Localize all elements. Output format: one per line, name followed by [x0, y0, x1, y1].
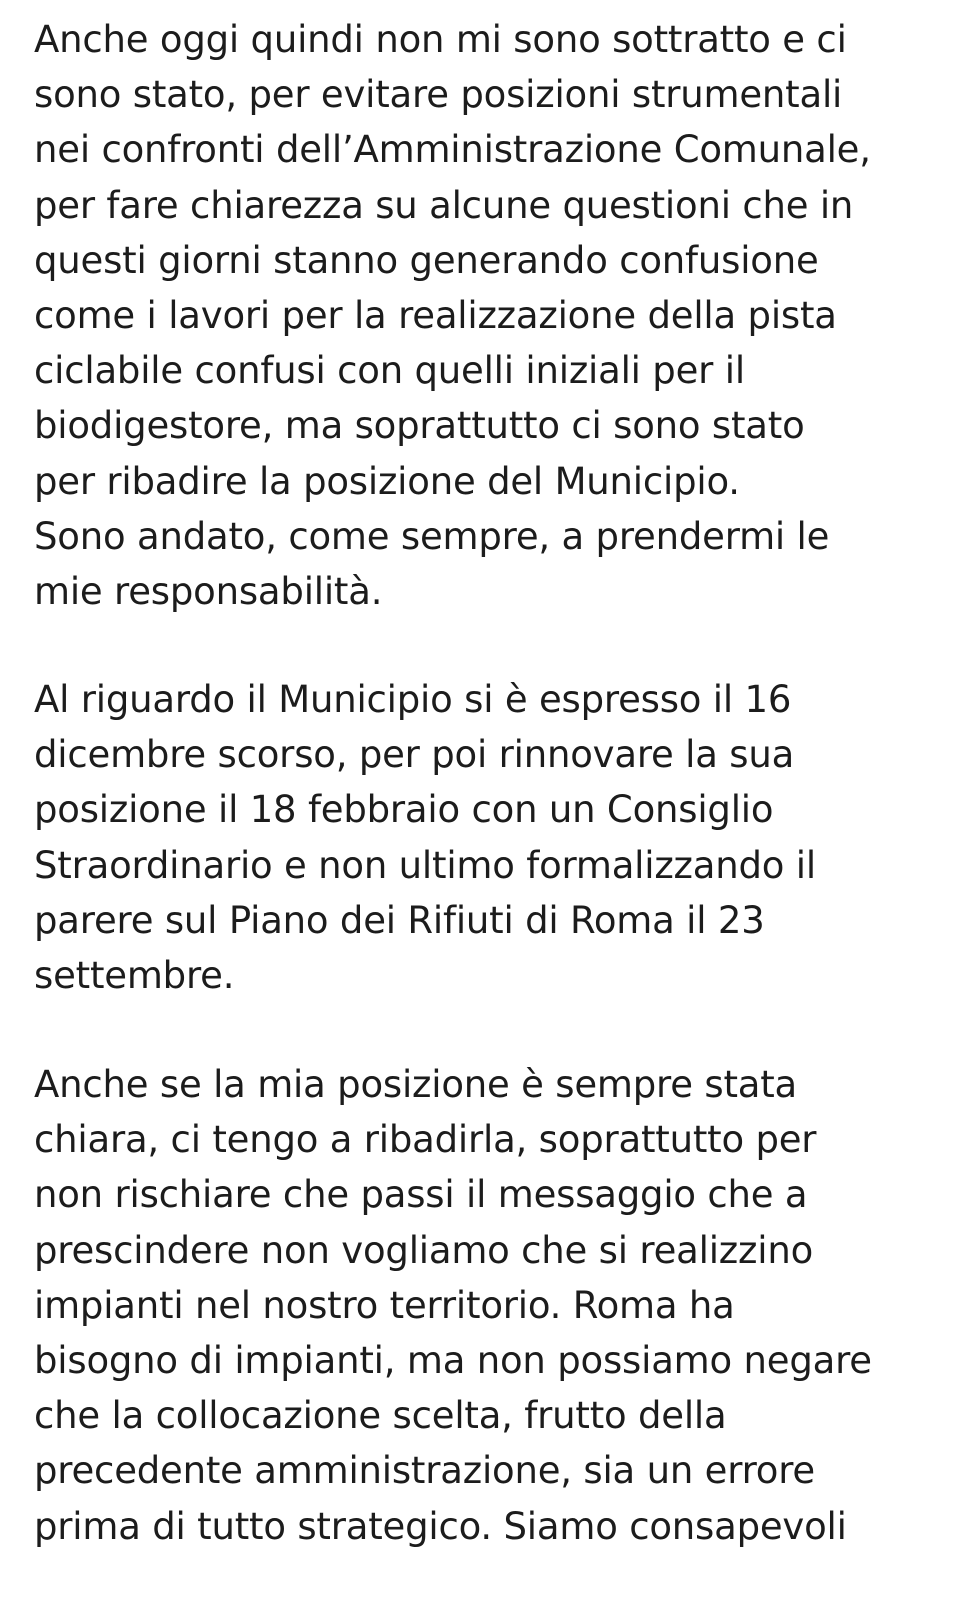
paragraph-3: [34, 1057, 954, 1554]
text-line: sono stato, per evitare posizioni strumentali: [34, 73, 843, 117]
text-line: questi giorni stanno generando confusione: [34, 238, 819, 282]
text-line: posizione il 18 febbraio con un Consiglio: [34, 788, 774, 832]
text-line: dicembre scorso, per poi rinnovare la sua: [34, 733, 795, 777]
text-line: chiara, ci tengo a ribadirla, soprattutto per: [34, 1118, 817, 1162]
text-line: bisogno di impianti, ma non possiamo negare: [34, 1338, 872, 1382]
text-line: che la collocazione scelta, frutto della: [34, 1394, 727, 1438]
text-line: biodigestore, ma soprattutto ci sono stato: [34, 404, 805, 448]
text-line: parere sul Piano dei Rifiuti di Roma il 23: [34, 898, 765, 942]
text-line: mie responsabilità.: [34, 569, 383, 613]
text-line: ciclabile confusi con quelli iniziali per il: [34, 349, 745, 393]
text-line: Sono andato, come sempre, a prendermi le: [34, 514, 830, 558]
text-line: per ribadire la posizione del Municipio.: [34, 459, 740, 503]
text-line: impianti nel nostro territorio. Roma ha: [34, 1283, 735, 1327]
text-line: per fare chiarezza su alcune questioni che in: [34, 183, 854, 227]
text-line: Anche oggi quindi non mi sono sottratto e ci: [34, 18, 847, 61]
text-line: come i lavori per la realizzazione della pista: [34, 293, 837, 337]
text-line: prescindere non vogliamo che si realizzino: [34, 1228, 814, 1272]
paragraph-1: [34, 12, 954, 619]
text-line: Anche se la mia posizione è sempre stata: [34, 1063, 798, 1106]
text-line: Straordinario e non ultimo formalizzando il: [34, 843, 816, 887]
text-line: non rischiare che passi il messaggio che a: [34, 1173, 808, 1217]
text-line: settembre.: [34, 953, 235, 997]
text-line: Al riguardo il Municipio si è espresso il 16: [34, 678, 792, 721]
text-line: prima di tutto strategico. Siamo consapevoli: [34, 1504, 847, 1548]
paragraph-2: [34, 672, 954, 1003]
text-line: precedente amministrazione, sia un errore: [34, 1449, 815, 1493]
text-line: nei confronti dell’Amministrazione Comunale,: [34, 128, 871, 172]
